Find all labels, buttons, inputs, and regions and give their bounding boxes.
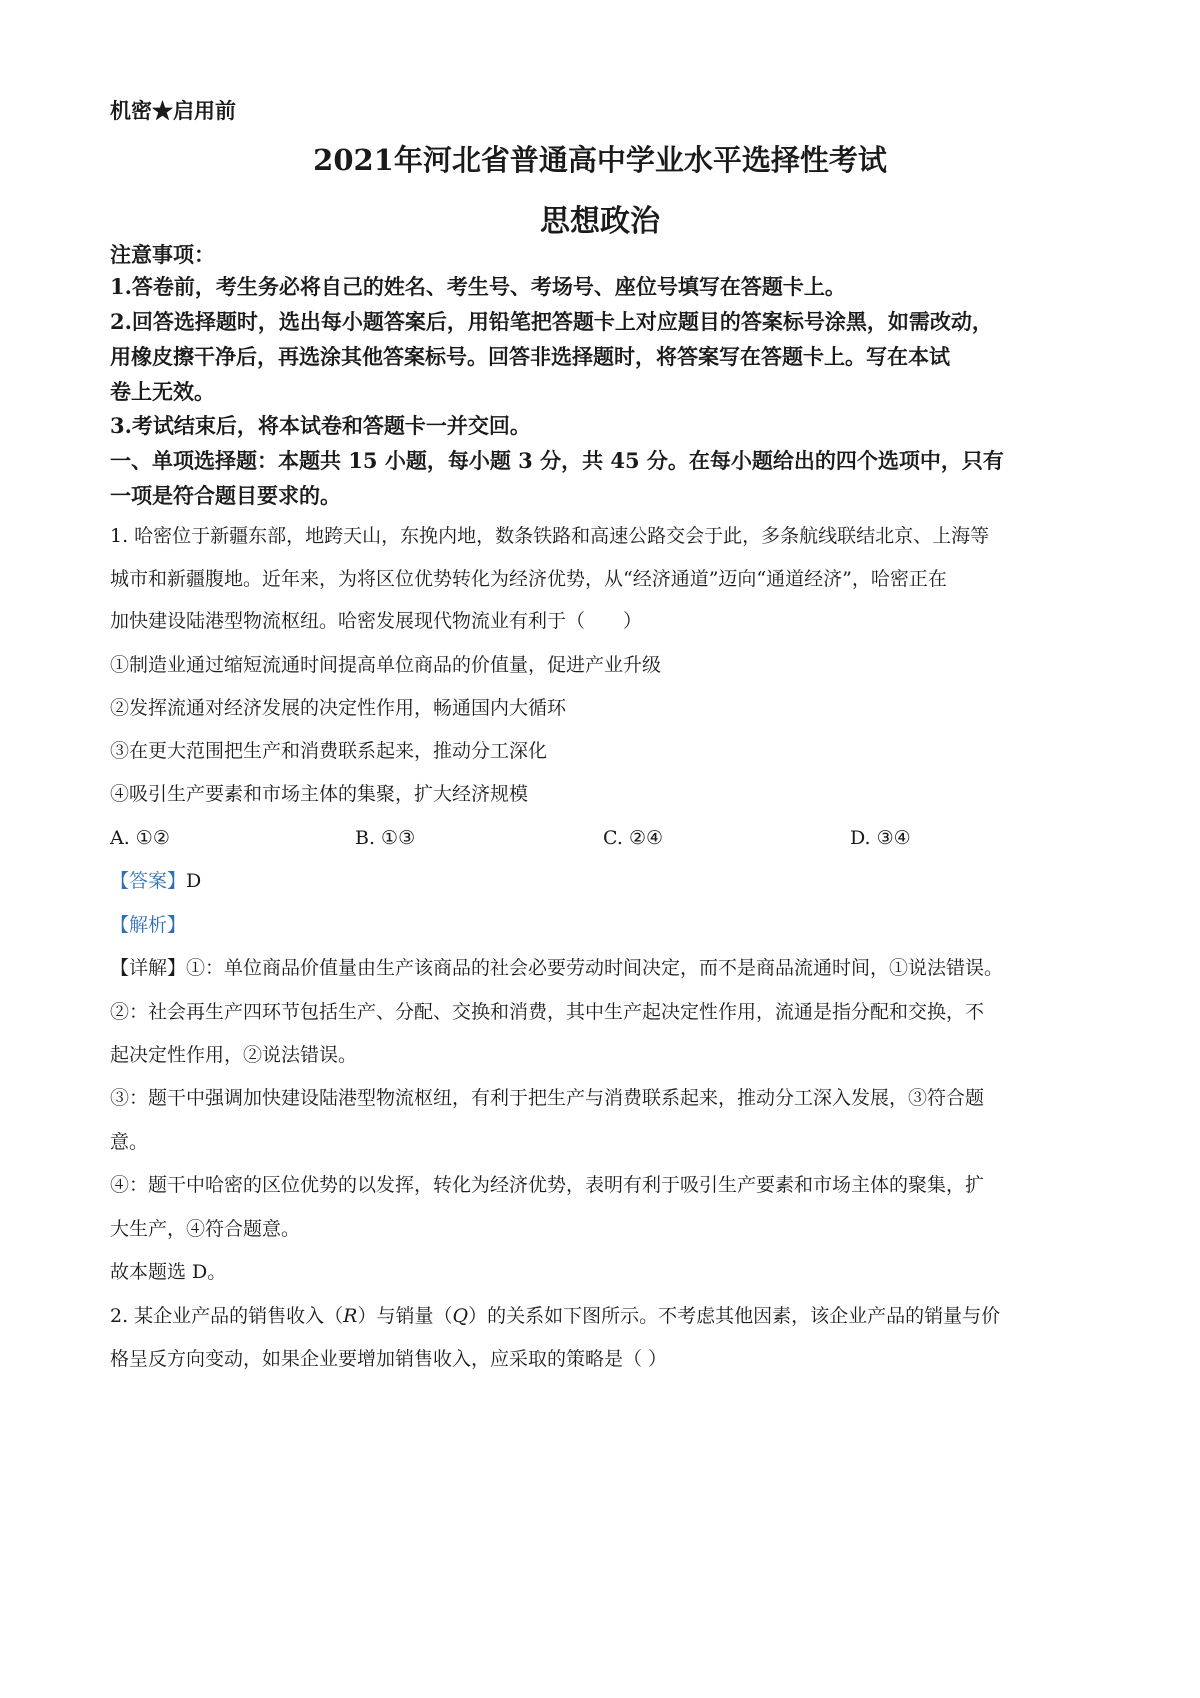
analysis-tag: 【解析】 — [110, 914, 187, 936]
detail-line: 意。 — [110, 1131, 149, 1153]
notice-line: 1.答卷前，考生务必将自己的姓名、考生号、考场号、座位号填写在答题卡上。 — [110, 274, 846, 299]
detail-line: ③：题干中强调加快建设陆港型物流枢纽，有利于把生产与消费联系起来，推动分工深入发展，③符合题 — [110, 1087, 985, 1109]
detail-line: 大生产，④符合题意。 — [110, 1218, 301, 1240]
question-1-stem: 城市和新疆腹地。近年来，为将区位优势转化为经济优势，从“经济通道”迈向“通道经济”，哈密正在 — [110, 568, 947, 590]
option-d: D. ③④ — [850, 827, 911, 849]
detail-line: 故本题选 D。 — [110, 1261, 227, 1283]
question-2-stem — [110, 1302, 1105, 1330]
option-a: A. ①② — [110, 827, 170, 849]
detail-line: 【详解】①：单位商品价值量由生产该商品的社会必要劳动时间决定，而不是商品流通时间，①说法错误。 — [110, 957, 1004, 979]
stem-text: ）与销量（ — [357, 1305, 453, 1327]
question-1-item: ①制造业通过缩短流通时间提高单位商品的价值量，促进产业升级 — [110, 654, 662, 676]
answer-line — [110, 867, 1105, 895]
detail-line: 起决定性作用，②说法错误。 — [110, 1044, 358, 1066]
question-1-item: ④吸引生产要素和市场主体的集聚，扩大经济规模 — [110, 783, 529, 805]
confidential-label: 机密★启用前 — [110, 98, 236, 123]
notice-line: 卷上无效。 — [110, 379, 215, 404]
notice-line: 2.回答选择题时，选出每小题答案后，用铅笔把答题卡上对应题目的答案标号涂黑，如需改动， — [110, 309, 993, 334]
section-heading: 一、单项选择题：本题共 15 小题，每小题 3 分，共 45 分。在每小题给出的四个选项中，只有 — [110, 448, 1004, 473]
variable-q: Q — [452, 1305, 469, 1327]
stem-text: ）的关系如下图所示。不考虑其他因素，该企业产品的销量与价 — [468, 1305, 1001, 1327]
question-1-item: ②发挥流通对经济发展的决定性作用，畅通国内大循环 — [110, 697, 567, 719]
answer-tag: 【答案】 — [110, 870, 187, 892]
detail-line: ②：社会再生产四环节包括生产、分配、交换和消费，其中生产起决定性作用，流通是指分配和交换，不 — [110, 1001, 985, 1023]
notice-line: 用橡皮擦干净后，再选涂其他答案标号。回答非选择题时，将答案写在答题卡上。写在本试 — [110, 344, 950, 369]
option-b: B. ①③ — [355, 827, 416, 849]
variable-r: R — [343, 1305, 358, 1327]
question-1-item: ③在更大范围把生产和消费联系起来，推动分工深化 — [110, 740, 548, 762]
option-c: C. ②④ — [603, 827, 664, 849]
subject-title: 思想政治 — [540, 204, 660, 239]
answer-value: D — [186, 870, 202, 892]
question-1-stem: 1. 哈密位于新疆东部，地跨天山，东挽内地，数条铁路和高速公路交会于此，多条航线联结北京、上海等 — [110, 525, 990, 547]
question-1-stem: 加快建设陆港型物流枢纽。哈密发展现代物流业有利于（ ） — [110, 610, 643, 632]
notice-line: 3.考试结束后，将本试卷和答题卡一并交回。 — [110, 413, 531, 438]
stem-text: 2. 某企业产品的销售收入（ — [110, 1305, 344, 1327]
section-heading: 一项是符合题目要求的。 — [110, 483, 341, 508]
question-2-stem: 格呈反方向变动，如果企业要增加销售收入，应采取的策略是（ ） — [110, 1348, 668, 1370]
detail-line: ④：题干中哈密的区位优势的以发挥，转化为经济优势，表明有利于吸引生产要素和市场主体的聚集，扩 — [110, 1174, 985, 1196]
notice-heading: 注意事项： — [110, 242, 215, 267]
exam-title: 2021年河北省普通高中学业水平选择性考试 — [313, 143, 887, 177]
